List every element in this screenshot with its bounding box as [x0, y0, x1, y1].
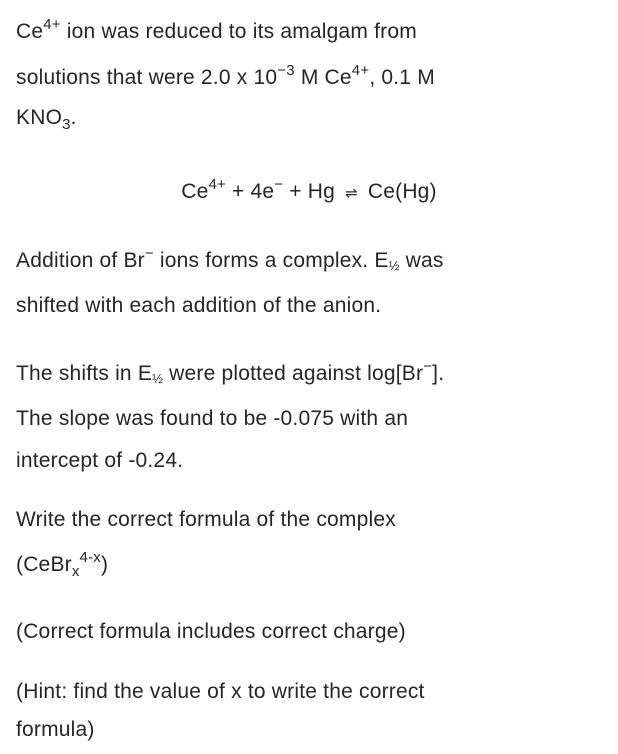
text: + Hg: [283, 180, 342, 203]
half-subscript: ½: [388, 258, 400, 273]
text: (CeBr: [16, 553, 72, 576]
text: ions forms a complex. E: [153, 249, 389, 272]
text: were plotted against log[Br: [163, 362, 424, 385]
text: was: [399, 249, 444, 272]
text: Ce(Hg): [361, 180, 437, 203]
equilibrium-arrow: ⇌: [345, 185, 358, 202]
hint-line-2: [16, 718, 95, 742]
charge-superscript: −: [423, 358, 433, 375]
question-line-1: [16, 508, 396, 532]
text: , 0.1 M: [369, 66, 435, 89]
text: ion was reduced to its amalgam from: [60, 20, 417, 43]
text: The shifts in E: [16, 362, 153, 385]
text: (Correct formula includes correct charge): [16, 620, 406, 643]
charge-superscript: −: [144, 245, 154, 262]
complex-line-2: [16, 294, 381, 318]
text: (Hint: find the value of x to write the correct: [16, 680, 425, 703]
text: KNO: [16, 106, 63, 129]
text: .: [70, 106, 77, 129]
note-line: [16, 620, 406, 644]
text: Write the correct formula of the complex: [16, 508, 396, 531]
intro-line-2: [16, 62, 435, 90]
plot-line-2: [16, 407, 408, 431]
text: + 4e: [225, 180, 275, 203]
text: M Ce: [294, 66, 352, 89]
charge-superscript: 4+: [208, 176, 226, 193]
charge-superscript: 4-x: [79, 549, 101, 566]
text: ].: [432, 362, 445, 385]
text: The slope was found to be -0.075 with an: [16, 407, 409, 430]
hint-line-1: [16, 680, 425, 704]
complex-line-1: [16, 245, 444, 273]
text: Addition of Br: [16, 249, 145, 272]
subscript: 3: [62, 116, 71, 133]
charge-superscript: −: [274, 176, 284, 193]
reaction-equation: [0, 176, 618, 204]
plot-line-3: [16, 449, 183, 473]
text: intercept of -0.24.: [16, 449, 184, 472]
question-formula: [16, 549, 109, 580]
text: Ce: [181, 180, 209, 203]
intro-line-1: [16, 16, 417, 44]
text: shifted with each addition of the anion.: [16, 294, 382, 317]
plot-line-1: [16, 358, 445, 386]
text: ): [100, 553, 109, 576]
text: formula): [16, 718, 95, 741]
text: solutions that were 2.0 x 10: [16, 66, 278, 89]
exponent-superscript: −3: [277, 62, 295, 79]
text: Ce: [16, 20, 44, 43]
intro-line-3: [16, 106, 77, 133]
half-subscript: ½: [152, 371, 164, 386]
subscript: x: [71, 563, 80, 580]
charge-superscript: 4+: [351, 62, 370, 79]
charge-superscript: 4+: [43, 16, 61, 33]
